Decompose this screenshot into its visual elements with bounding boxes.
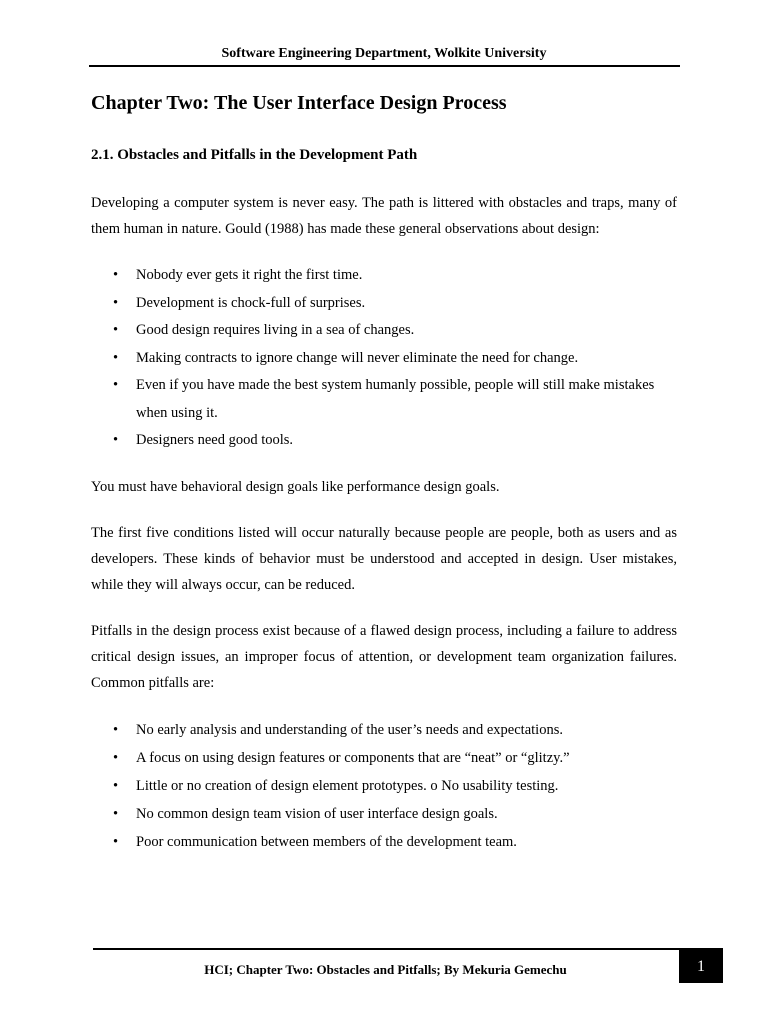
bullet-icon: • <box>113 322 119 338</box>
pitfalls-paragraph: Pitfalls in the design process exist because of a flawed design process, including a failure to address critical design issues, an improper focus of attention, or development team organization failures. Common pitfalls are: <box>91 623 677 691</box>
intro-paragraph: Developing a computer system is never easy. The path is littered with obstacles and traps, many of them human in nature. Gould (1988) has made these general observations about design: <box>91 195 677 237</box>
bullet-icon: • <box>113 750 119 766</box>
page-number: 1 <box>679 950 723 983</box>
goals-paragraph: You must have behavioral design goals like performance design goals. <box>91 479 500 495</box>
conditions-paragraph: The first five conditions listed will occur naturally because people are people, both as users and as developers. These kinds of behavior must be understood and accepted in design. User mistakes, while they will always occur, can be reduced. <box>91 525 677 593</box>
header-title: Software Engineering Department, Wolkite University <box>221 46 547 61</box>
header-divider <box>89 65 680 67</box>
bullet-icon: • <box>113 806 119 822</box>
list-item-text: Little or no creation of design element prototypes. o No usability testing. <box>136 778 559 794</box>
list-item <box>91 345 677 373</box>
section-title: 2.1. Obstacles and Pitfalls in the Development Path <box>91 147 418 163</box>
list-item <box>91 427 677 455</box>
list-item-text: Making contracts to ignore change will never eliminate the need for change. <box>136 349 579 366</box>
list-item <box>91 262 677 290</box>
list-item-text: Even if you have made the best system humanly possible, people will still make mistakes when using it. <box>136 377 655 421</box>
footer-divider <box>93 948 723 950</box>
chapter-title: Chapter Two: The User Interface Design Process <box>91 92 507 114</box>
list-item <box>91 372 677 427</box>
list-item-text: No common design team vision of user interface design goals. <box>136 806 498 822</box>
bullet-icon: • <box>113 377 119 393</box>
list-item-text: A focus on using design features or components that are “neat” or “glitzy.” <box>136 750 570 766</box>
list-item <box>91 317 677 345</box>
list-item-text: Development is chock-full of surprises. <box>136 294 366 311</box>
list-item-text: No early analysis and understanding of the user’s needs and expectations. <box>136 722 563 738</box>
bullet-icon: • <box>113 778 119 794</box>
list-item <box>91 828 677 856</box>
footer-text: HCI; Chapter Two: Obstacles and Pitfalls; By Mekuria Gemechu <box>204 962 567 977</box>
bullet-icon: • <box>113 267 119 283</box>
list-item <box>91 772 677 800</box>
bullet-icon: • <box>113 432 119 448</box>
list-item-text: Nobody ever gets it right the first time. <box>136 267 363 283</box>
bullet-icon: • <box>113 722 119 738</box>
list-item <box>91 800 677 828</box>
list-item <box>91 290 677 318</box>
observations-list <box>91 262 677 455</box>
bullet-icon: • <box>113 294 119 311</box>
list-item-text: Good design requires living in a sea of changes. <box>136 322 415 338</box>
list-item-text: Designers need good tools. <box>136 432 294 448</box>
list-item-text: Poor communication between members of the development team. <box>136 834 517 850</box>
bullet-icon: • <box>113 834 119 850</box>
list-item <box>91 744 677 772</box>
list-item <box>91 716 677 744</box>
pitfalls-list <box>91 716 677 856</box>
bullet-icon: • <box>113 349 119 366</box>
